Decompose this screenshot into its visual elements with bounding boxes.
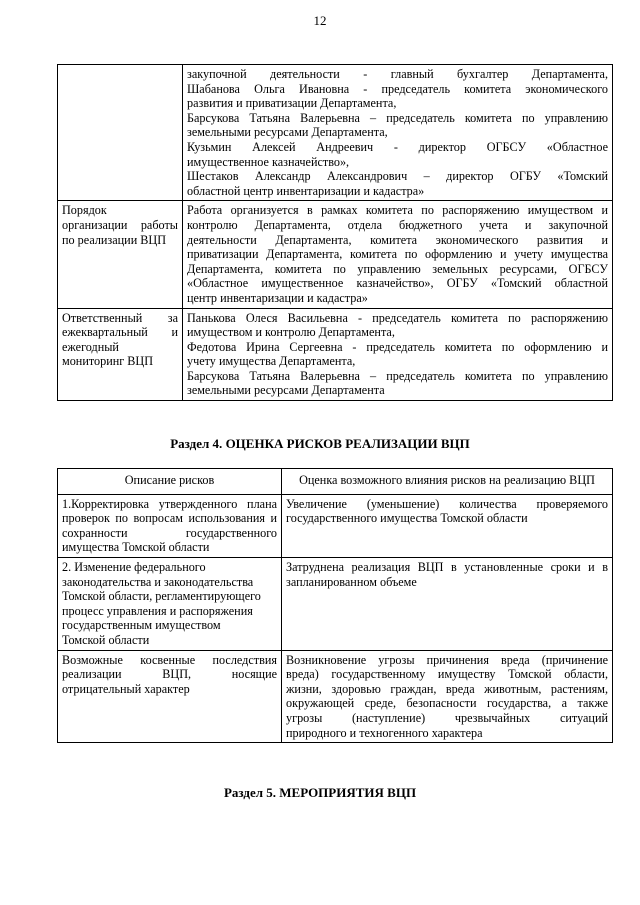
text-line: имущества Томской области (62, 540, 210, 555)
text-line: Кузьмин Алексей Андреевич - директор ОГБСУ «Областное (187, 139, 608, 154)
text-line: вреда) государственному имуществу Томской области, (286, 667, 608, 682)
section-5-title: МЕРОПРИЯТИЯ ВЦП (279, 785, 417, 800)
table-row (58, 308, 613, 401)
text-line: Томской области (62, 632, 150, 647)
text-line: Департамента, комитета по управлению земельных ресурсами, ОГБСУ (187, 261, 608, 276)
table-header-row (58, 469, 613, 495)
text-line: по реализации ВЦП (62, 232, 167, 247)
text-line: отрицательный характер (62, 681, 190, 696)
text-line: запланированном объеме (286, 574, 417, 589)
text-line: Возможные косвенные последствия (62, 652, 277, 667)
text-line: ежеквартальный и (62, 325, 178, 340)
text-line: мониторинг ВЦП (62, 354, 154, 369)
text-line: контролю Департамента, отдела бюджетного учета и закупочной (187, 217, 608, 232)
risk-impact (282, 557, 613, 650)
row-label (58, 65, 183, 201)
section-4-heading (0, 437, 640, 452)
column-header-impact: Оценка возможного влияния рисков на реализацию ВЦП (282, 469, 613, 495)
text-line: процесс управления и распоряжения (62, 603, 253, 618)
program-info-table (57, 64, 613, 401)
text-line: ежегодный (62, 339, 119, 354)
column-header-risks: Описание рисков (58, 469, 282, 495)
text-line: «Областное имущественное казначейство», ОГБУ «Томский областной (187, 276, 608, 291)
row-content (183, 201, 613, 308)
text-line: центр инвентаризации и кадастра» (187, 290, 368, 305)
section-5-heading (0, 786, 640, 801)
page-number: 12 (313, 13, 327, 28)
text-line: развития и приватизации Департамента, (187, 96, 397, 111)
text-line: угрозы (наступление) чрезвычайных ситуаций (286, 710, 608, 725)
risk-description (58, 650, 282, 743)
text-line: 2. Изменение федерального (62, 559, 206, 574)
row-content (183, 308, 613, 401)
risk-description (58, 557, 282, 650)
risk-description (58, 494, 282, 557)
section-4-title: ОЦЕНКА РИСКОВ РЕАЛИЗАЦИИ ВЦП (225, 436, 470, 451)
table-row (58, 494, 613, 557)
text-line: окружающей среде, безопасности государства, а также (286, 696, 608, 711)
text-line: Увеличение (уменьшение) количества проверяемого (286, 496, 608, 511)
text-line: Ответственный за (62, 310, 178, 325)
text-line: учету имущества Департамента, (187, 354, 356, 369)
table-row (58, 65, 613, 201)
text-line: Шестаков Александр Александрович – директор ОГБУ «Томский (187, 169, 608, 184)
text-line: Затруднена реализация ВЦП в установленные сроки и в (286, 559, 608, 574)
text-line: закупочной деятельности - главный бухгалтер Департамента, (187, 67, 608, 81)
text-line: 1.Корректировка утвержденного плана (62, 496, 277, 511)
text-line: государственным имуществом (62, 618, 221, 633)
section-5-prefix: Раздел 5. (223, 785, 280, 800)
text-line: Шабанова Ольга Ивановна - председатель комитета экономического (187, 81, 608, 96)
text-line: имуществом и контролю Департамента, (187, 325, 395, 340)
text-line: Федотова Ирина Сергеевна - председатель комитета по оформлению и (187, 339, 608, 354)
text-line: деятельности Департамента, комитета экономического развития и (187, 232, 608, 247)
risk-table (57, 468, 613, 743)
table-row (58, 557, 613, 650)
table-row (58, 650, 613, 743)
section-4-prefix: Раздел 4. (170, 436, 226, 451)
text-line: областной центр инвентаризации и кадастра» (187, 183, 425, 198)
text-line: земельными ресурсами Департамента (187, 383, 385, 398)
text-line: сохранности государственного (62, 525, 277, 540)
text-line: природного и техногенного характера (286, 725, 483, 740)
text-line: жизни, здоровью граждан, вреда животным, растениям, (286, 681, 608, 696)
text-line: государственного имущества Томской области (286, 511, 528, 526)
risk-impact (282, 494, 613, 557)
text-line: Барсукова Татьяна Валерьевна – председатель комитета по управлению (187, 110, 608, 125)
text-line: организации работы (62, 217, 178, 232)
row-label (58, 201, 183, 308)
text-line: законодательства и законодательства (62, 574, 254, 589)
text-line: имущественное казначейство», (187, 154, 350, 169)
text-line: Барсукова Татьяна Валерьевна – председатель комитета по управлению (187, 368, 608, 383)
risk-impact (282, 650, 613, 743)
text-line: Порядок (62, 203, 107, 218)
text-line: реализации ВЦП, носящие (62, 667, 277, 682)
text-line: Панькова Олеся Васильевна - председатель комитета по распоряжению (187, 310, 608, 325)
row-content (183, 65, 613, 201)
text-line: приватизации Департамента, комитета по оформлению и учету имущества (187, 247, 608, 262)
text-line: земельными ресурсами Департамента, (187, 125, 388, 140)
text-line: Томской области, регламентирующего (62, 589, 261, 604)
text-line: Работа организуется в рамках комитета по распоряжению имуществом и (187, 203, 608, 218)
row-label (58, 308, 183, 401)
text-line: Возникновение угрозы причинения вреда (причинение (286, 652, 608, 667)
text-line: проверок по вопросам использования и (62, 511, 277, 526)
table-row (58, 201, 613, 308)
